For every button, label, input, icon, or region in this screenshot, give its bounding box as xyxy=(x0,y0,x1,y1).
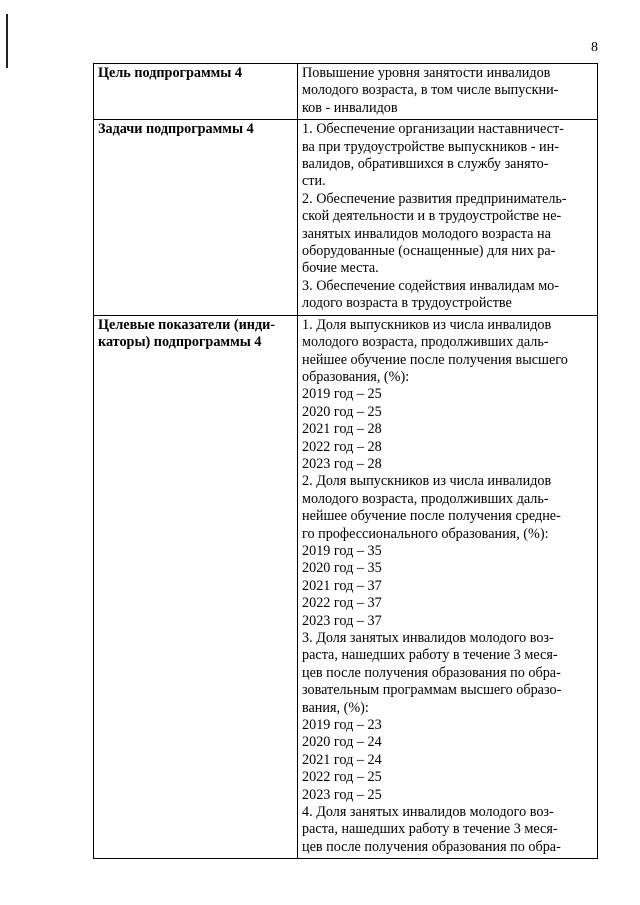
text-line: 2. Обеспечение развития предприниматель- xyxy=(302,190,567,207)
year-value: 2020 год – 25 xyxy=(302,403,382,420)
text-line: ской деятельности и в трудоустройстве не- xyxy=(302,208,562,225)
text-line: сти. xyxy=(302,173,326,190)
text-line: раста, нашедших работу в течение 3 меся- xyxy=(302,647,558,664)
year-value: 2022 год – 37 xyxy=(302,595,382,612)
year-value: 2021 год – 37 xyxy=(302,577,382,594)
table-row-goal xyxy=(94,64,598,120)
row-label-tasks: Задачи подпрограммы 4 xyxy=(94,120,298,315)
scan-margin-mark xyxy=(6,14,8,68)
text-line: молодого возраста, продолживших даль- xyxy=(302,490,549,507)
text-line: ков - инвалидов xyxy=(302,99,398,116)
text-line: ва при трудоустройстве выпускников - ин- xyxy=(302,138,559,155)
text-line: лодого возраста в трудоустройстве xyxy=(302,295,512,312)
text-line: 4. Доля занятых инвалидов молодого воз- xyxy=(302,804,554,821)
row-value-indicators xyxy=(298,315,598,859)
text-line: валидов, обратившихся в службу занято- xyxy=(302,156,549,173)
year-value: 2021 год – 24 xyxy=(302,751,382,768)
year-value: 2022 год – 28 xyxy=(302,438,382,455)
label-line: каторы) подпрограммы 4 xyxy=(98,334,262,351)
year-value: 2023 год – 37 xyxy=(302,612,382,629)
year-value: 2023 год – 25 xyxy=(302,786,382,803)
text-line: молодого возраста, продолживших даль- xyxy=(302,334,549,351)
text-line: го профессионального образования, (%): xyxy=(302,525,549,542)
text-line: цев после получения образования по обра- xyxy=(302,664,561,681)
text-line: 1. Обеспечение организации наставничест- xyxy=(302,121,564,138)
row-value-tasks xyxy=(298,120,598,315)
year-value: 2019 год – 25 xyxy=(302,386,382,403)
text-line: бочие места. xyxy=(302,260,379,277)
text-line: цев после получения образования по обра- xyxy=(302,838,561,855)
year-value: 2019 год – 35 xyxy=(302,542,382,559)
text-line: 3. Доля занятых инвалидов молодого воз- xyxy=(302,630,554,646)
text-line: нейшее обучение после получения средне- xyxy=(302,508,561,525)
year-value: 2020 год – 24 xyxy=(302,734,382,751)
page-number: 8 xyxy=(591,40,598,55)
text-line: 1. Доля выпускников из числа инвалидов xyxy=(302,316,552,333)
year-value: 2020 год – 35 xyxy=(302,560,382,577)
table-row-indicators xyxy=(94,315,598,859)
text-line: раста, нашедших работу в течение 3 меся- xyxy=(302,821,558,838)
year-value: 2021 год – 28 xyxy=(302,421,382,438)
subprogram-passport-table xyxy=(93,63,598,859)
row-label-goal: Цель подпрограммы 4 xyxy=(94,64,298,120)
label-line: Целевые показатели (инди- xyxy=(98,316,276,333)
text-line: зовательным программам высшего образо- xyxy=(302,682,562,699)
text-line: нейшее обучение после получения высшего xyxy=(302,351,568,368)
year-value: 2019 год – 23 xyxy=(302,717,382,734)
year-value: 2022 год – 25 xyxy=(302,769,382,786)
text-line: молодого возраста, в том числе выпускни- xyxy=(302,82,559,99)
row-value-goal xyxy=(298,64,598,120)
text-line: образования, (%): xyxy=(302,368,410,385)
text-line: Повышение уровня занятости инвалидов xyxy=(302,65,551,81)
year-value: 2023 год – 28 xyxy=(302,455,382,472)
text-line: занятых инвалидов молодого возраста на xyxy=(302,225,551,242)
text-line: 3. Обеспечение содействия инвалидам мо- xyxy=(302,277,559,294)
text-line: 2. Доля выпускников из числа инвалидов xyxy=(302,473,552,490)
text-line: оборудованные (оснащенные) для них ра- xyxy=(302,243,556,260)
table-row-tasks xyxy=(94,120,598,315)
text-line: вания, (%): xyxy=(302,699,369,716)
row-label-indicators xyxy=(94,315,298,859)
